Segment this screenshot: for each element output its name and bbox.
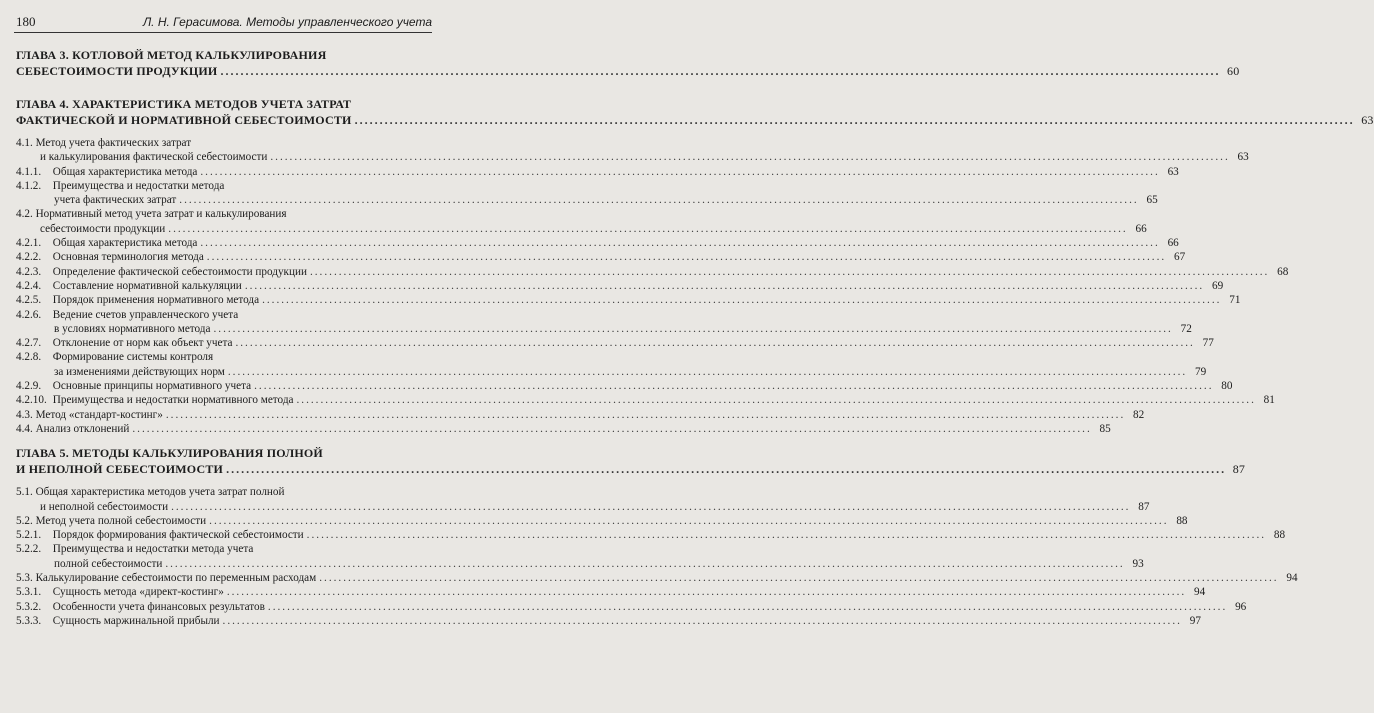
toc-subsection xyxy=(16,542,1144,571)
toc-number: 5.1. xyxy=(16,486,33,499)
toc-number: 4.2.9. xyxy=(16,380,42,393)
toc-subsection xyxy=(16,250,1186,264)
toc-line-last xyxy=(16,500,1150,514)
toc-title: Порядок применения нормативного метода xyxy=(52,294,260,307)
leader-dots: ........................................................................................................................................................................................................ xyxy=(165,557,1125,570)
toc-title: Общая характеристика методов учета затрат полной xyxy=(35,486,285,499)
leader-dots: ........................................................................................................................................................................................................ xyxy=(267,600,1228,613)
leader-dots: ........................................................................................................................................................................................................ xyxy=(226,586,1187,599)
toc-number: 4.2.8. xyxy=(16,351,42,364)
toc-title: ГЛАВА 3. КОТЛОВОЙ МЕТОД КАЛЬКУЛИРОВАНИЯ xyxy=(16,48,327,62)
toc-page-number: 97 xyxy=(1189,614,1201,627)
toc-number: 5.2. xyxy=(16,514,33,527)
toc-number: 4.2.10. xyxy=(16,394,47,407)
toc-title-text xyxy=(40,222,165,236)
toc-page-number: 63 xyxy=(1361,112,1374,127)
leader-dots: ........................................................................................................................................................................................................ xyxy=(165,408,1126,421)
toc-title-text xyxy=(54,193,176,207)
toc-line xyxy=(16,48,424,64)
toc-number: 4.2.3. xyxy=(16,265,42,278)
toc-title: Преимущества и недостатки нормативного метода xyxy=(52,394,294,407)
toc-title: Анализ отклонений xyxy=(35,422,130,435)
toc-page-number: 77 xyxy=(1202,337,1214,350)
toc-line xyxy=(16,308,424,322)
toc-title-text xyxy=(16,250,204,264)
toc-number: 4.4. xyxy=(16,422,33,435)
toc-page-number: 60 xyxy=(1227,63,1240,78)
toc-page-number: 72 xyxy=(1180,322,1192,335)
toc-line-last xyxy=(16,336,1214,350)
toc-title: Преимущества и недостатки метода учета xyxy=(52,543,254,556)
toc-title-text xyxy=(16,351,213,363)
toc-subsection xyxy=(16,179,1158,208)
toc-title: И НЕПОЛНОЙ СЕБЕСТОИМОСТИ xyxy=(16,461,224,476)
toc-title: Отклонение от норм как объект учета xyxy=(52,337,233,350)
toc-title: Основная терминология метода xyxy=(52,251,204,264)
toc-subsection xyxy=(16,236,1179,250)
toc-page-number: 80 xyxy=(1221,380,1233,393)
toc-title-text xyxy=(16,600,265,614)
toc-title-text xyxy=(16,462,223,478)
leader-dots: ........................................................................................................................................................................................................ xyxy=(200,165,1160,178)
toc-number: 5.3.2. xyxy=(16,600,42,613)
toc-line-last xyxy=(16,528,1286,542)
toc-subsection xyxy=(16,585,1206,599)
toc-title-text xyxy=(16,379,251,393)
toc-line-last xyxy=(16,600,1247,614)
spacer xyxy=(16,128,424,136)
toc-number: 4.2.6. xyxy=(16,308,42,321)
toc-page-number: 94 xyxy=(1286,572,1298,585)
toc-title-text xyxy=(16,486,285,498)
toc-line-last xyxy=(16,557,1144,571)
toc-subsection xyxy=(16,265,1289,279)
toc-subsection xyxy=(16,293,1241,307)
toc-line-last xyxy=(16,379,1233,393)
toc-line xyxy=(16,446,424,462)
toc-section xyxy=(16,408,1145,422)
toc-chapter xyxy=(16,97,1374,128)
toc-subsection xyxy=(16,350,1207,379)
toc-title-text xyxy=(16,528,304,542)
toc-line-last xyxy=(16,150,1249,164)
toc-title: за изменениями действующих норм xyxy=(54,365,225,378)
toc-line-last xyxy=(16,63,1240,80)
toc-number: 4.2.5. xyxy=(16,294,42,307)
toc-number: 5.2.1. xyxy=(16,529,42,542)
toc-title: Метод «стандарт-костинг» xyxy=(35,408,163,421)
toc-subsection xyxy=(16,614,1201,628)
toc-line-last xyxy=(16,585,1206,599)
toc-number: 5.3.1. xyxy=(16,586,42,599)
toc-line-last xyxy=(16,193,1158,207)
toc-title-text xyxy=(16,48,326,62)
toc-line xyxy=(16,207,424,221)
toc-page-number: 68 xyxy=(1277,265,1289,278)
toc-line-last xyxy=(16,408,1145,422)
leader-dots: ........................................................................................................................................................................................................ xyxy=(319,572,1279,585)
toc-line xyxy=(16,542,424,556)
toc-section xyxy=(16,485,1150,514)
toc-page-number: 63 xyxy=(1167,165,1179,178)
toc-subsection xyxy=(16,528,1286,542)
leader-dots: ........................................................................................................................................................................................................ xyxy=(132,422,1092,435)
toc-page-number: 88 xyxy=(1176,514,1188,527)
toc-page-number: 93 xyxy=(1132,557,1144,570)
page-header xyxy=(14,12,432,33)
toc-title-text xyxy=(16,422,129,436)
toc-page-number: 71 xyxy=(1229,294,1241,307)
toc-title-text xyxy=(54,557,162,571)
spacer xyxy=(16,477,424,485)
toc-line xyxy=(16,136,424,150)
toc-number: 5.3.3. xyxy=(16,614,42,627)
toc-page-number: 82 xyxy=(1133,408,1145,421)
toc-title: Порядок формирования фактической себестоимости xyxy=(52,529,304,542)
toc-title: Сущность метода «директ-костинг» xyxy=(52,586,224,599)
toc-title: Основные принципы нормативного учета xyxy=(52,380,252,393)
toc-title: учета фактических затрат xyxy=(54,194,177,207)
toc-title-text xyxy=(16,543,253,555)
toc-title: и калькулирования фактической себестоимости xyxy=(40,151,268,164)
toc-title: Составление нормативной калькуляции xyxy=(52,279,242,292)
toc-line-last xyxy=(16,514,1188,528)
toc-number: 5.2.2. xyxy=(16,543,42,556)
toc-title-text xyxy=(16,265,307,279)
toc-line xyxy=(16,485,424,499)
toc-title: Формирование системы контроля xyxy=(52,351,214,364)
toc-title-text xyxy=(16,614,220,628)
toc-title: Особенности учета финансовых результатов xyxy=(52,600,265,613)
toc-section xyxy=(16,514,1188,528)
toc-title-text xyxy=(16,571,316,585)
toc-title: Определение фактической себестоимости продукции xyxy=(52,265,307,278)
toc-line-last xyxy=(16,222,1147,236)
toc-title: и неполной себестоимости xyxy=(40,500,169,513)
toc-line-last xyxy=(16,614,1201,628)
toc-chapter xyxy=(16,48,1240,79)
toc-title-text xyxy=(16,293,259,307)
leader-dots: ........................................................................................................................................................................................................ xyxy=(213,322,1173,335)
toc-line-last xyxy=(16,165,1179,179)
toc-number: 4.2.1. xyxy=(16,237,42,250)
toc-title: Преимущества и недостатки метода xyxy=(52,179,225,192)
toc-title-text xyxy=(16,208,287,220)
toc-chapter xyxy=(16,446,1246,477)
toc-number: 4.1. xyxy=(16,137,33,149)
toc-number: 5.3. xyxy=(16,572,33,585)
leader-dots: ........................................................................................................................................................................................................ xyxy=(244,279,1205,292)
toc-title: в условиях нормативного метода xyxy=(54,322,211,335)
leader-dots: ........................................................................................................................................................................................................ xyxy=(296,394,1256,407)
toc-section xyxy=(16,207,1147,236)
leader-dots: ........................................................................................................................................................................................................ xyxy=(222,614,1182,627)
toc-title-text xyxy=(16,165,197,179)
running-title: Л. Н. Герасимова. Методы управленческого учета xyxy=(142,15,432,29)
toc-title-text xyxy=(16,97,351,111)
spacer xyxy=(16,436,424,446)
toc-title-text xyxy=(16,393,293,407)
toc-page-number: 65 xyxy=(1146,194,1158,207)
toc-section xyxy=(16,571,1298,585)
toc-title: ГЛАВА 4. ХАРАКТЕРИСТИКА МЕТОДОВ УЧЕТА ЗАТРАТ xyxy=(16,97,352,111)
toc-line-last xyxy=(16,571,1298,585)
toc-title-text xyxy=(16,180,224,192)
toc-title: Общая характеристика метода xyxy=(52,237,198,250)
toc-subsection xyxy=(16,600,1247,614)
toc-title: Сущность маржинальной прибыли xyxy=(52,614,220,627)
toc-page-number: 66 xyxy=(1167,237,1179,250)
toc-number: 4.2.4. xyxy=(16,279,42,292)
toc-page-number: 87 xyxy=(1138,500,1150,513)
toc-line xyxy=(16,97,424,113)
leader-dots: ........................................................................................................................................................................................................ xyxy=(254,380,1214,393)
toc-title: Ведение счетов управленческого учета xyxy=(52,308,239,321)
toc-line xyxy=(16,350,424,364)
toc-title-text xyxy=(16,279,242,293)
toc-title-text xyxy=(16,309,238,321)
toc-number: 4.1.1. xyxy=(16,165,42,178)
toc-page-number: 81 xyxy=(1263,394,1275,407)
toc-line-last xyxy=(16,293,1241,307)
toc-page-number: 85 xyxy=(1099,422,1111,435)
leader-dots: ........................................................................................................................................................................................................ xyxy=(262,294,1222,307)
toc-line-last xyxy=(16,322,1192,336)
toc-title: Общая характеристика метода xyxy=(52,165,198,178)
toc-title: Метод учета полной себестоимости xyxy=(35,514,207,527)
toc-title-text xyxy=(16,137,191,149)
toc-subsection xyxy=(16,393,1275,407)
toc-number: 4.2. xyxy=(16,208,33,221)
toc-line-last xyxy=(16,112,1374,129)
toc-title: ФАКТИЧЕСКОЙ И НОРМАТИВНОЙ СЕБЕСТОИМОСТИ xyxy=(16,112,352,127)
toc-line-last xyxy=(16,461,1246,478)
leader-dots: ........................................................................................................................................................................................................ xyxy=(309,265,1270,278)
page-number: 180 xyxy=(16,14,36,29)
toc-line-last xyxy=(16,365,1207,379)
toc-line-last xyxy=(16,279,1224,293)
toc-number: 4.2.2. xyxy=(16,251,42,264)
toc-number: 4.3. xyxy=(16,408,33,421)
toc-line-last xyxy=(16,265,1289,279)
toc-subsection xyxy=(16,336,1214,350)
toc-title: СЕБЕСТОИМОСТИ ПРОДУКЦИИ xyxy=(16,63,218,78)
leader-dots: ........................................................................................................................................................................................................ xyxy=(168,222,1128,235)
leader-dots: ........................................................................................................................................................................................................ xyxy=(206,251,1167,264)
leader-dots: ........................................................................................................................................................................................................ xyxy=(235,337,1195,350)
toc-number: 4.1.2. xyxy=(16,179,42,192)
toc-subsection xyxy=(16,279,1224,293)
toc-page-number: 63 xyxy=(1237,151,1249,164)
toc-title-text xyxy=(16,336,232,350)
leader-dots: ........................................................................................................................................................................................................ xyxy=(220,63,1221,78)
leader-dots: ........................................................................................................................................................................................................ xyxy=(200,237,1160,250)
toc-title-text xyxy=(16,446,323,460)
leader-dots: ........................................................................................................................................................................................................ xyxy=(306,529,1267,542)
toc-title-text xyxy=(40,500,168,514)
toc-title-text xyxy=(40,150,267,164)
toc-title: Нормативный метод учета затрат и калькулирования xyxy=(35,208,287,221)
toc-page-number: 79 xyxy=(1195,365,1207,378)
toc-line-last xyxy=(16,236,1179,250)
toc-number: 4.2.7. xyxy=(16,337,42,350)
spacer xyxy=(16,89,424,97)
toc-page-number: 69 xyxy=(1212,279,1224,292)
toc-page-number: 66 xyxy=(1135,222,1147,235)
leader-dots: ........................................................................................................................................................................................................ xyxy=(270,151,1230,164)
toc-page-number: 88 xyxy=(1273,529,1286,542)
spacer xyxy=(16,79,424,89)
toc-title: полной себестоимости xyxy=(54,557,163,570)
toc-title-text xyxy=(54,365,225,379)
leader-dots: ........................................................................................................................................................................................................ xyxy=(171,500,1131,513)
table-of-contents xyxy=(16,48,1374,628)
leader-dots: ........................................................................................................................................................................................................ xyxy=(209,514,1169,527)
toc-subsection xyxy=(16,308,1192,337)
toc-title-text xyxy=(16,408,163,422)
leader-dots: ........................................................................................................................................................................................................ xyxy=(226,461,1227,476)
toc-title: ГЛАВА 5. МЕТОДЫ КАЛЬКУЛИРОВАНИЯ ПОЛНОЙ xyxy=(16,446,323,461)
toc-page-number: 94 xyxy=(1194,586,1206,599)
toc-title-text xyxy=(16,236,197,250)
toc-page-number: 96 xyxy=(1235,600,1247,613)
leader-dots: ........................................................................................................................................................................................................ xyxy=(227,365,1188,378)
toc-line xyxy=(16,179,424,193)
leader-dots: ........................................................................................................................................................................................................ xyxy=(354,112,1355,127)
toc-title: Метод учета фактических затрат xyxy=(35,137,192,149)
toc-title-text xyxy=(16,585,224,599)
toc-line-last xyxy=(16,393,1275,407)
toc-subsection xyxy=(16,379,1233,393)
toc-title: себестоимости продукции xyxy=(40,222,166,235)
toc-title: Калькулирование себестоимости по переменным расходам xyxy=(35,572,317,585)
toc-line-last xyxy=(16,422,1111,436)
toc-title-text xyxy=(54,322,210,336)
toc-section xyxy=(16,422,1111,436)
toc-page-number: 87 xyxy=(1232,461,1246,476)
leader-dots: ........................................................................................................................................................................................................ xyxy=(179,194,1139,207)
toc-title-text xyxy=(16,64,217,80)
toc-title-text xyxy=(16,113,352,129)
toc-title-text xyxy=(16,514,206,528)
toc-line-last xyxy=(16,250,1186,264)
toc-page-number: 67 xyxy=(1173,251,1186,264)
toc-section xyxy=(16,136,1249,165)
toc-subsection xyxy=(16,165,1179,179)
